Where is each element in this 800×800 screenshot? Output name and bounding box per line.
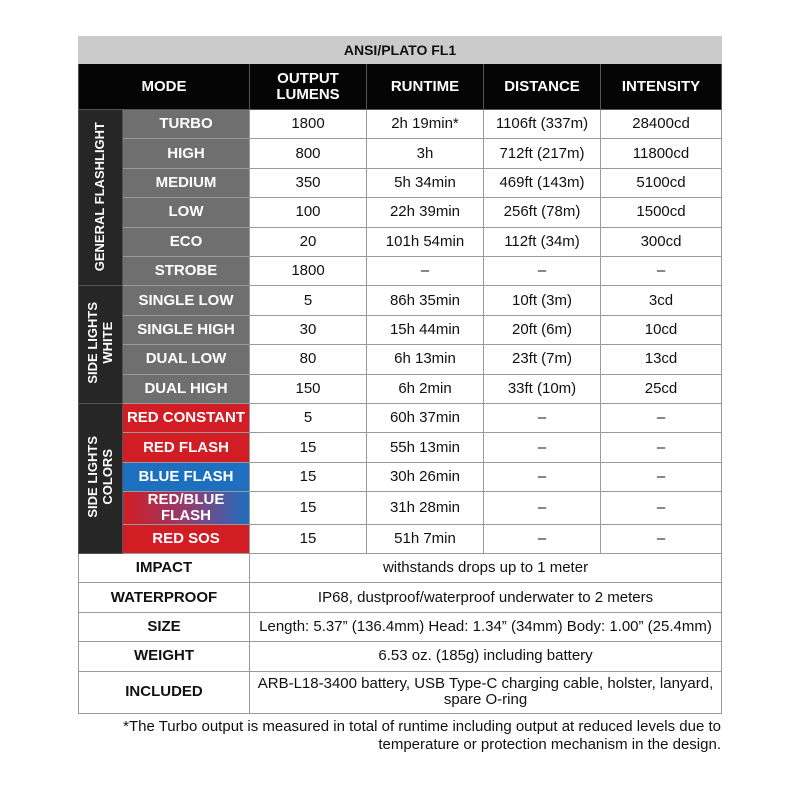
runtime-cell: 6h 2min <box>367 374 484 403</box>
spec-value <box>250 553 722 582</box>
spec-value <box>250 642 722 671</box>
table-row <box>79 433 722 462</box>
mode-cell: BLUE FLASH <box>123 462 250 491</box>
spec-row <box>79 583 722 612</box>
intensity-cell: 25cd <box>601 374 722 403</box>
spec-value-text: 6.53 oz. (185g) including battery <box>378 647 593 665</box>
runtime-cell: 55h 13min <box>367 433 484 462</box>
footnote-text: *The Turbo output is measured in total of runtime including output at reduced levels due to temperature or protection mechanism in the design. <box>123 718 721 753</box>
table-row <box>79 198 722 227</box>
distance-cell: – <box>484 433 601 462</box>
header-runtime: RUNTIME <box>367 64 484 110</box>
header-mode: MODE <box>79 64 250 110</box>
distance-cell: – <box>484 462 601 491</box>
table-row <box>79 462 722 491</box>
footnote <box>78 718 721 754</box>
output-cell: 30 <box>250 315 367 344</box>
distance-cell: 23ft (7m) <box>484 345 601 374</box>
distance-cell: – <box>484 403 601 432</box>
intensity-cell: – <box>601 256 722 285</box>
intensity-cell: 10cd <box>601 315 722 344</box>
mode-cell: STROBE <box>123 256 250 285</box>
group-label-text: SIDE LIGHTS COLORS <box>84 436 115 518</box>
runtime-cell: 22h 39min <box>367 198 484 227</box>
mode-cell: HIGH <box>123 139 250 168</box>
group-label <box>79 286 123 404</box>
mode-cell: RED/BLUE FLASH <box>123 492 250 525</box>
runtime-cell: 60h 37min <box>367 403 484 432</box>
distance-cell: – <box>484 256 601 285</box>
output-cell: 800 <box>250 139 367 168</box>
runtime-cell: 2h 19min* <box>367 110 484 139</box>
intensity-cell: – <box>601 462 722 491</box>
header-output-lumens-label: OUTPUT LUMENS <box>276 69 340 103</box>
distance-cell: 112ft (34m) <box>484 227 601 256</box>
table-row <box>79 345 722 374</box>
spec-row <box>79 671 722 713</box>
output-cell: 1800 <box>250 110 367 139</box>
spec-value-text: Length: 5.37” (136.4mm) Head: 1.34” (34mm) Body: 1.00” (25.4mm) <box>259 618 712 636</box>
runtime-cell: 31h 28min <box>367 492 484 525</box>
spec-value <box>250 612 722 641</box>
table-title: ANSI/PLATO FL1 <box>79 37 722 64</box>
runtime-cell: 86h 35min <box>367 286 484 315</box>
table-row <box>79 374 722 403</box>
output-cell: 5 <box>250 403 367 432</box>
output-cell: 100 <box>250 198 367 227</box>
intensity-cell: – <box>601 524 722 553</box>
table-row <box>79 139 722 168</box>
mode-cell: TURBO <box>123 110 250 139</box>
output-cell: 15 <box>250 524 367 553</box>
distance-cell: 256ft (78m) <box>484 198 601 227</box>
mode-cell: RED CONSTANT <box>123 403 250 432</box>
spec-row <box>79 642 722 671</box>
runtime-cell: 15h 44min <box>367 315 484 344</box>
output-cell: 1800 <box>250 256 367 285</box>
mode-cell: SINGLE LOW <box>123 286 250 315</box>
mode-cell: LOW <box>123 198 250 227</box>
table-row <box>79 524 722 553</box>
distance-cell: 33ft (10m) <box>484 374 601 403</box>
intensity-cell: 5100cd <box>601 168 722 197</box>
group-label <box>79 110 123 286</box>
intensity-cell: 11800cd <box>601 139 722 168</box>
table-row <box>79 256 722 285</box>
runtime-cell: – <box>367 256 484 285</box>
table-row <box>79 315 722 344</box>
output-cell: 350 <box>250 168 367 197</box>
table-row <box>79 227 722 256</box>
header-output-lumens <box>250 64 367 110</box>
spec-value <box>250 583 722 612</box>
runtime-cell: 51h 7min <box>367 524 484 553</box>
mode-table-body <box>79 110 722 554</box>
spec-row <box>79 553 722 582</box>
spec-label: WATERPROOF <box>79 583 250 612</box>
header-intensity: INTENSITY <box>601 64 722 110</box>
mode-cell: MEDIUM <box>123 168 250 197</box>
runtime-cell: 101h 54min <box>367 227 484 256</box>
group-label-text: GENERAL FLASHLIGHT <box>92 121 108 271</box>
group-label-text: SIDE LIGHTS WHITE <box>84 302 115 385</box>
runtime-cell: 3h <box>367 139 484 168</box>
mode-cell: SINGLE HIGH <box>123 315 250 344</box>
mode-cell: RED SOS <box>123 524 250 553</box>
spec-label: WEIGHT <box>79 642 250 671</box>
output-cell: 150 <box>250 374 367 403</box>
output-cell: 15 <box>250 492 367 525</box>
group-label <box>79 403 123 553</box>
table-row <box>79 168 722 197</box>
distance-cell: 469ft (143m) <box>484 168 601 197</box>
output-cell: 20 <box>250 227 367 256</box>
intensity-cell: 13cd <box>601 345 722 374</box>
intensity-cell: 1500cd <box>601 198 722 227</box>
spec-label: SIZE <box>79 612 250 641</box>
output-cell: 5 <box>250 286 367 315</box>
table-row <box>79 492 722 525</box>
spec-value-text: withstands drops up to 1 meter <box>382 559 589 577</box>
distance-cell: 712ft (217m) <box>484 139 601 168</box>
distance-cell: – <box>484 492 601 525</box>
intensity-cell: – <box>601 492 722 525</box>
runtime-cell: 6h 13min <box>367 345 484 374</box>
spec-label: IMPACT <box>79 553 250 582</box>
distance-cell: 1106ft (337m) <box>484 110 601 139</box>
spec-value-text: IP68, dustproof/waterproof underwater to 2 meters <box>317 588 654 606</box>
table-row <box>79 286 722 315</box>
distance-cell: – <box>484 524 601 553</box>
distance-cell: 20ft (6m) <box>484 315 601 344</box>
output-cell: 80 <box>250 345 367 374</box>
spec-value <box>250 671 722 713</box>
intensity-cell: 3cd <box>601 286 722 315</box>
mode-cell: RED FLASH <box>123 433 250 462</box>
spec-row <box>79 612 722 641</box>
runtime-cell: 5h 34min <box>367 168 484 197</box>
header-distance: DISTANCE <box>484 64 601 110</box>
table-row <box>79 110 722 139</box>
mode-cell: ECO <box>123 227 250 256</box>
mode-cell: DUAL LOW <box>123 345 250 374</box>
spec-value-text: ARB-L18-3400 battery, USB Type-C charging cable, holster, lanyard, spare O-ring <box>257 675 714 709</box>
runtime-cell: 30h 26min <box>367 462 484 491</box>
spec-table-body <box>79 553 722 713</box>
mode-cell: DUAL HIGH <box>123 374 250 403</box>
intensity-cell: 28400cd <box>601 110 722 139</box>
intensity-cell: – <box>601 403 722 432</box>
output-cell: 15 <box>250 462 367 491</box>
intensity-cell: 300cd <box>601 227 722 256</box>
intensity-cell: – <box>601 433 722 462</box>
spec-table <box>78 36 722 714</box>
spec-label: INCLUDED <box>79 671 250 713</box>
output-cell: 15 <box>250 433 367 462</box>
distance-cell: 10ft (3m) <box>484 286 601 315</box>
table-row <box>79 403 722 432</box>
